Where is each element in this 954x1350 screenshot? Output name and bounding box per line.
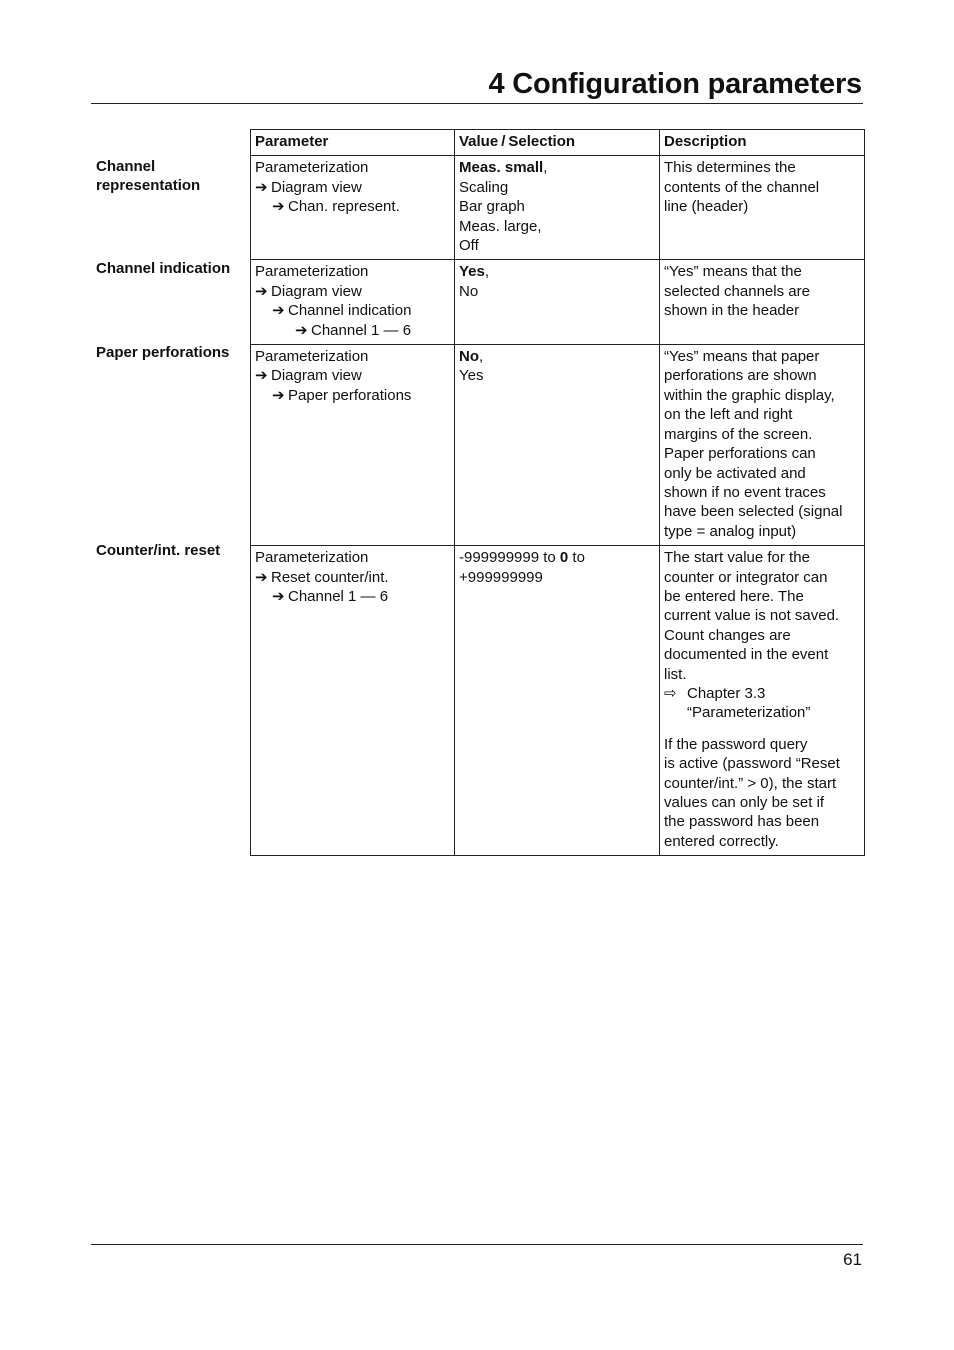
footer-rule <box>91 1244 863 1245</box>
arrow-right-icon: ➔ <box>272 386 285 404</box>
arrow-right-icon: ➔ <box>272 587 285 605</box>
value-selection-cell: -999999999 to 0 to +999999999 <box>455 546 660 856</box>
menu-path-cell: Parameterization ➔ Diagram view ➔ Channel indication ➔ Channel 1 — 6 <box>251 260 455 345</box>
menu-path-cell: Parameterization ➔ Diagram view ➔ Chan. represent. <box>251 156 455 260</box>
value-selection-cell: Yes, No <box>455 260 660 345</box>
value-selection-cell: No, Yes <box>455 345 660 546</box>
arrow-right-icon: ➔ <box>255 178 268 196</box>
row-label-channel-representation: Channel representation <box>96 158 201 194</box>
table-row <box>251 345 865 546</box>
column-header-value-selection: Value / Selection <box>455 130 660 156</box>
row-label-paper-perforations: Paper perforations <box>96 344 230 361</box>
chapter-reference: ⇨ Chapter 3.3 “Parameterization” <box>664 684 811 722</box>
row-label-channel-indication: Channel indication <box>96 260 231 277</box>
table-header-row <box>251 130 865 156</box>
page-number: 61 <box>843 1250 862 1269</box>
column-header-description: Description <box>660 130 865 156</box>
arrow-right-icon: ➔ <box>255 367 268 385</box>
table-row <box>251 260 865 345</box>
header-rule <box>91 103 863 104</box>
arrow-right-icon: ➔ <box>255 282 268 300</box>
description-cell: The start value for the counter or integrator can be entered here. The current value is not saved. Count changes are documented in the event list. ⇨ Chapter 3.3 “Parameterization” If the password query is active (password “Reset counter/int.” > 0), the start values can only be set if the password has been entered correctly. <box>660 546 865 856</box>
menu-path-cell: Parameterization ➔ Reset counter/int. ➔ Channel 1 — 6 <box>251 546 455 856</box>
chapter-title: 4 Configuration parameters <box>488 68 862 100</box>
arrow-right-icon: ➔ <box>272 198 285 216</box>
menu-path-cell: Parameterization ➔ Diagram view ➔ Paper perforations <box>251 345 455 546</box>
description-cell: This determines the contents of the channel line (header) <box>660 156 865 260</box>
value-selection-cell: Meas. small, Scaling Bar graph Meas. large, Off <box>455 156 660 260</box>
parameter-table <box>250 129 865 856</box>
arrow-right-icon: ➔ <box>295 321 308 339</box>
description-cell: “Yes” means that the selected channels are shown in the header <box>660 260 865 345</box>
column-header-parameter: Parameter <box>251 130 455 156</box>
arrow-right-icon: ➔ <box>255 568 268 586</box>
table-row <box>251 156 865 260</box>
row-label-counter-int-reset: Counter/int. reset <box>96 542 221 559</box>
description-cell: “Yes” means that paper perforations are shown within the graphic display, on the left and right margins of the screen. Paper perforations can only be activated and shown if no event traces have been selected (signal type = analog input) <box>660 345 865 546</box>
arrow-right-icon: ➔ <box>272 302 285 320</box>
table-row <box>251 546 865 856</box>
arrow-outline-right-icon: ⇨ <box>664 684 677 702</box>
